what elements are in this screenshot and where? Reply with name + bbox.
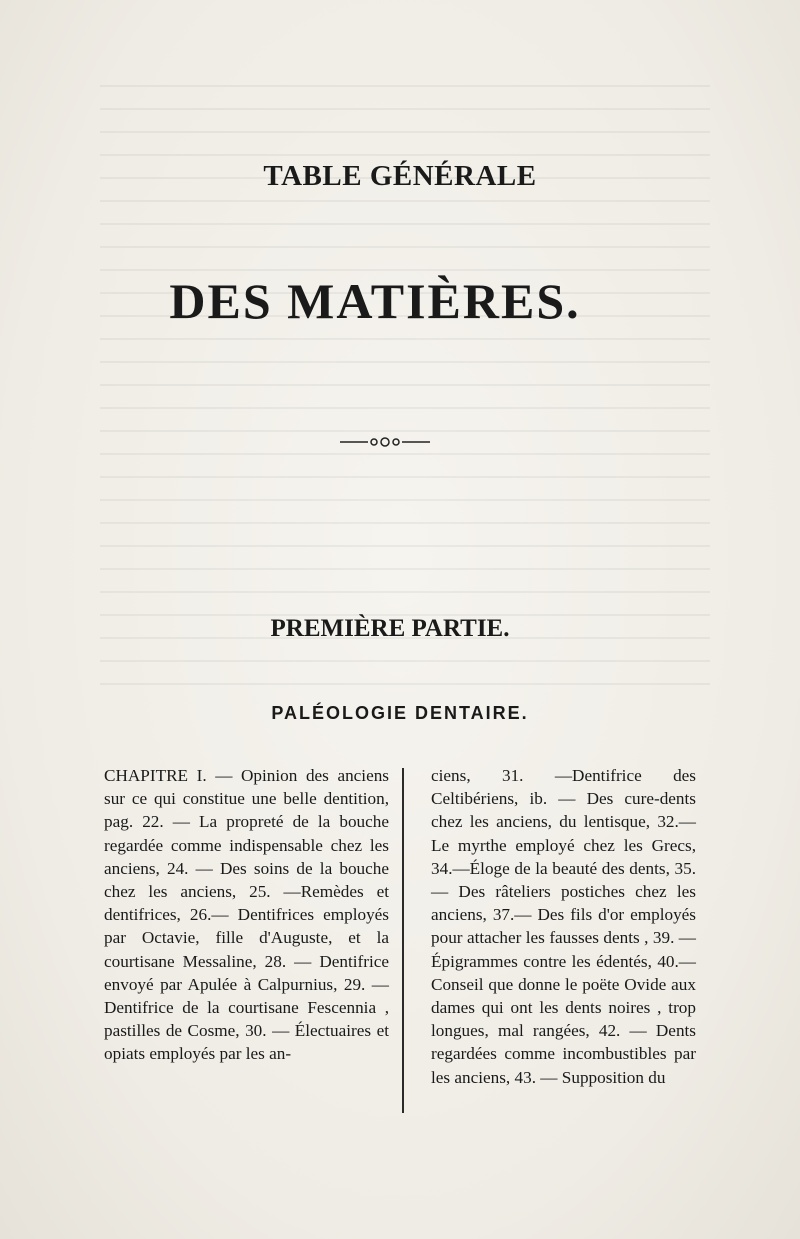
section-title: PALÉOLOGIE DENTAIRE. — [271, 703, 529, 723]
ornament-divider — [340, 432, 430, 452]
title-line-2: DES MATIÈRES. — [169, 273, 581, 329]
title-line-1: TABLE GÉNÉRALE — [263, 160, 537, 192]
part-title: PREMIÈRE PARTIE. — [270, 615, 510, 642]
column-left-text: CHAPITRE I. — Opinion des anciens sur ce qui constitue une belle dentition, pag. 22. — La propreté de la bouche regardée comme indispensable chez les anciens, 24. — Des soins de la bouche chez les anciens, 25. —Remèdes et dentifrices, 26.— Dentifrices employés par Octavie, fille d'Auguste, et la courtisane Messaline, 28. — Dentifrice envoyé par Apulée à Calpurnius, 29. — Dentifrice de la courtisane Fescennia , pastilles de Cosme, 30. — Électuaires et opiats employés par les an- — [104, 766, 389, 1064]
column-right-text: ciens, 31. —Dentifrice des Celtibériens, ib. — Des cure-dents chez les anciens, du lentisque, 32.—Le myrthe employé chez les Grecs, 34.—Éloge de la beauté des dents, 35. — Des râteliers postiches chez les anciens, 37.— Des fils d'or employés pour attacher les fausses dents , 39. — Épigrammes contre les édentés, 40.—Conseil que donne le poëte Ovide aux dames qui ont les dents noires , trop longues, mal rangées, 42. — Dents regardées comme incombustibles par les anciens, 43. — Supposition du — [431, 766, 696, 1087]
column-divider — [402, 768, 404, 1113]
